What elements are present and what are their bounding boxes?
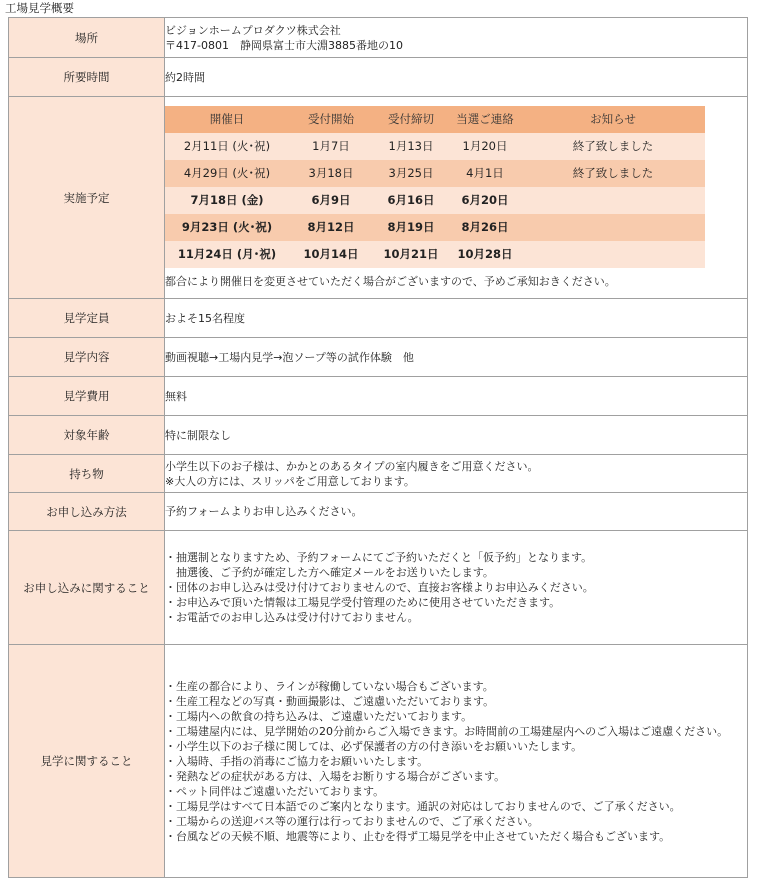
label-apply-method: お申し込み方法 [9,493,165,531]
location-address: 〒417-0801 静岡県富士市大淵3885番地の10 [165,38,403,52]
schedule-close: 6月16日 [373,187,449,214]
apply-note-line: 抽選後、ご予約が確定した方へ確定メールをお送りいたします。 [165,566,494,579]
row-age [9,416,748,455]
location-company: ビジョンホームプロダクツ株式会社 [165,23,341,37]
schedule-row [165,241,705,268]
schedule-notice: 終了致しました [521,160,705,187]
schedule-date: 9月23日 (火･祝) [165,214,289,241]
schedule-notify: 6月20日 [449,187,521,214]
visit-note-line: ・ペット同伴はご遠慮いただいております。 [165,784,385,798]
label-apply-notes: お申し込みに関すること [9,531,165,645]
visit-note-line: ・工場からの送迎バス等の運行は行っておりませんので、ご了承ください。 [165,814,539,828]
value-duration: 約2時間 [165,58,748,97]
row-visit-notes [9,645,748,878]
schedule-notice [521,241,705,268]
schedule-notice: 終了致しました [521,133,705,160]
value-location [165,18,748,58]
row-duration [9,58,748,97]
label-age: 対象年齢 [9,416,165,455]
schedule-row [165,214,705,241]
label-visit-notes: 見学に関すること [9,645,165,878]
schedule-date: 2月11日 (火･祝) [165,133,289,160]
schedule-date: 11月24日 (月･祝) [165,241,289,268]
schedule-row [165,187,705,214]
label-capacity: 見学定員 [9,299,165,338]
label-fee: 見学費用 [9,377,165,416]
schedule-notice [521,187,705,214]
schedule-note: 都合により開催日を変更させていただく場合がございますので、予めご承知おきください。 [165,275,616,288]
row-location [9,18,748,58]
visit-note-line: ・工場内への飲食の持ち込みは、ご遠慮いただいております。 [165,709,473,723]
schedule-header-open: 受付開始 [289,106,373,133]
schedule-close: 1月13日 [373,133,449,160]
schedule-notify: 8月26日 [449,214,521,241]
apply-note-line: ・抽選制となりますため、予約フォームにてご予約いただくと「仮予約」となります。 [165,551,593,564]
value-schedule [165,97,748,299]
schedule-header-notify: 当選ご連絡 [449,106,521,133]
row-belongings [9,455,748,493]
row-apply-method [9,493,748,531]
schedule-open: 8月12日 [289,214,373,241]
schedule-header-date: 開催日 [165,106,289,133]
row-apply-notes [9,531,748,645]
belongings-line: 小学生以下のお子様は、かかとのあるタイプの室内履きをご用意ください。 [165,459,539,473]
row-fee [9,377,748,416]
value-belongings [165,455,748,493]
label-duration: 所要時間 [9,58,165,97]
schedule-header-row [165,106,705,133]
schedule-row [165,160,705,187]
schedule-open: 3月18日 [289,160,373,187]
apply-note-line: ・お申込みで頂いた情報は工場見学受付管理のために使用させていただきます。 [165,596,561,609]
schedule-notify: 1月20日 [449,133,521,160]
overview-table [8,17,748,878]
value-content: 動画視聴→工場内見学→泡ソープ等の試作体験 他 [165,338,748,377]
value-visit-notes [165,645,748,878]
visit-note-line: ・生産の都合により、ラインが稼働していない場合もございます。 [165,679,494,693]
page-title: 工場見学概要 [5,1,74,15]
visit-note-line: ・生産工程などの写真・動画撮影は、ご遠慮いただいております。 [165,694,495,708]
schedule-header-close: 受付締切 [373,106,449,133]
schedule-table [165,106,705,268]
schedule-open: 10月14日 [289,241,373,268]
apply-note-line: ・団体のお申し込みは受け付けておりませんので、直接お客様よりお申込みください。 [165,581,594,594]
row-content [9,338,748,377]
schedule-notify: 4月1日 [449,160,521,187]
schedule-date: 7月18日 (金) [165,187,289,214]
visit-note-line: ・入場時、手指の消毒にご協力をお願いいたします。 [165,754,429,768]
value-fee: 無料 [165,377,748,416]
label-schedule: 実施予定 [9,97,165,299]
schedule-close: 8月19日 [373,214,449,241]
visit-note-line: ・小学生以下のお子様に関しては、必ず保護者の方の付き添いをお願いいたします。 [165,739,583,753]
label-belongings: 持ち物 [9,455,165,493]
schedule-notify: 10月28日 [449,241,521,268]
schedule-close: 3月25日 [373,160,449,187]
visit-note-line: ・工場見学はすべて日本語でのご案内となります。通訳の対応はしておりませんので、ご了承ください。 [165,799,681,813]
row-capacity [9,299,748,338]
schedule-notice [521,214,705,241]
visit-note-line: ・発熱などの症状がある方は、入場をお断りする場合がございます。 [165,769,506,783]
value-apply-notes [165,531,748,645]
value-apply-method: 予約フォームよりお申し込みください。 [165,493,748,531]
apply-note-line: ・お電話でのお申し込みは受け付けておりません。 [165,611,419,624]
visit-note-line: ・工場建屋内には、見学開始の20分前からご入場できます。お時間前の工場建屋内へのご入場はご遠慮ください。 [165,724,729,738]
value-capacity: およそ15名程度 [165,299,748,338]
schedule-close: 10月21日 [373,241,449,268]
label-location: 場所 [9,18,165,58]
schedule-date: 4月29日 (火･祝) [165,160,289,187]
belongings-line: ※大人の方には、スリッパをご用意しております。 [165,474,415,488]
schedule-row [165,133,705,160]
schedule-header-notice: お知らせ [521,106,705,133]
schedule-open: 6月9日 [289,187,373,214]
row-schedule [9,97,748,299]
visit-note-line: ・台風などの天候不順、地震等により、止むを得ず工場見学を中止させていただく場合もございます。 [165,829,671,843]
value-age: 特に制限なし [165,416,748,455]
label-content: 見学内容 [9,338,165,377]
schedule-open: 1月7日 [289,133,373,160]
